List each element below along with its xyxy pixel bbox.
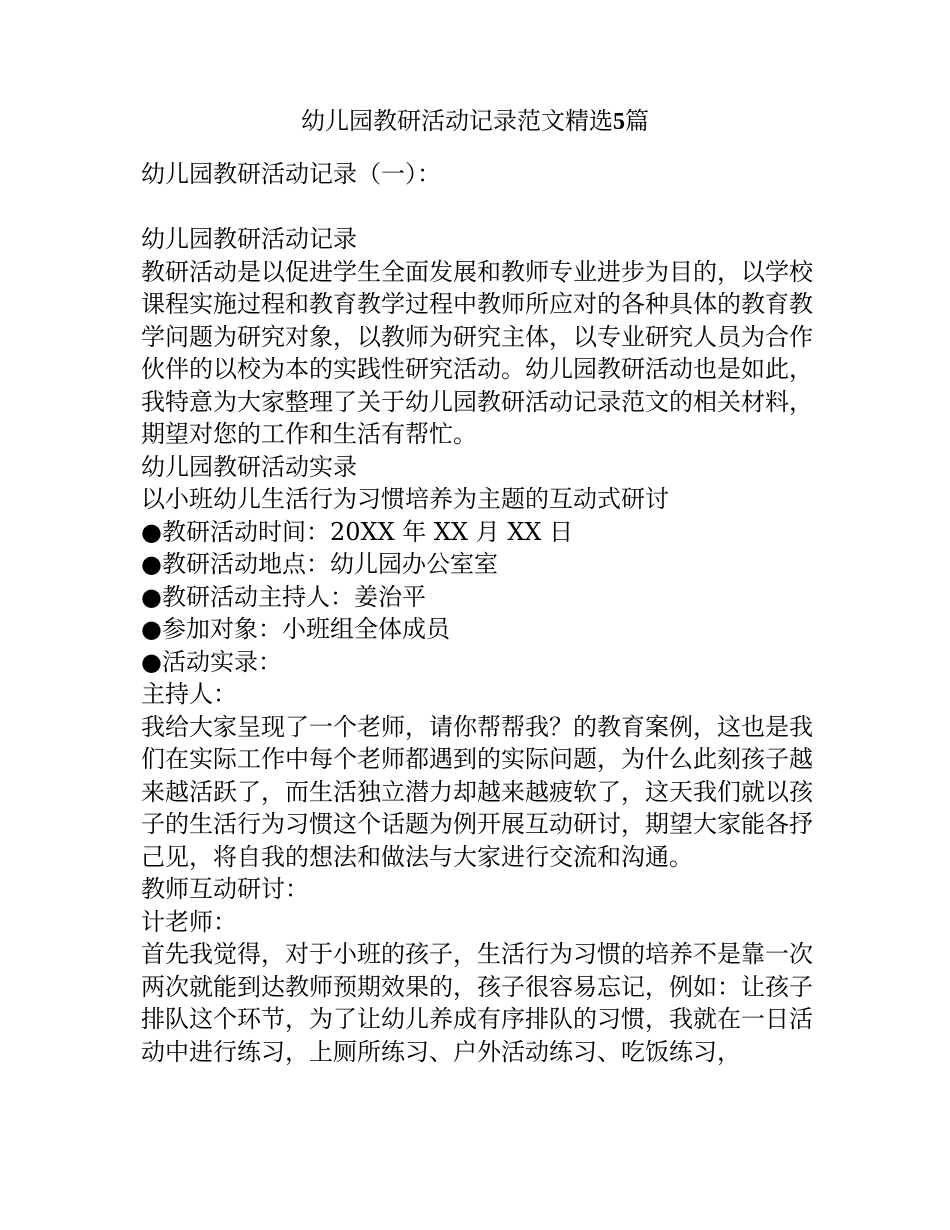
section-heading: 幼儿园教研活动记录（一）： [141,160,441,188]
title-number: 5 [613,109,625,135]
bullet-record: ●活动实录： [141,647,282,676]
document-title [0,105,950,138]
teacher-paragraph: 首先我觉得，对于小班的孩子，生活行为习惯的培养不是靠一次两次就能到达教师预期效果的，孩子很容易忘记，例如：让孩子排队这个环节，为了让幼儿养成有序排队的习惯，我就在一日活动中进行练习，上厕所练习、户外活动练习、吃饭练习， [141,940,813,1066]
intro-paragraph: 教研活动是以促进学生全面发展和教师专业进步为目的，以学校课程实施过程和教育教学过程中教师所应对的各种具体的教育教学问题为研究对象，以教师为研究主体，以专业研究人员为合作伙伴的以校为本的实践性研究活动。幼儿园教研活动也是如此，我特意为大家整理了关于幼儿园教研活动记录范文的相关材料，期望对您的工作和生活有帮忙。 [141,257,813,448]
blank-line [141,191,813,224]
bullet-time: ●教研活动时间：20XX 年 XX 月 XX 日 [141,517,574,546]
bullet-host: ●教研活动主持人：姜治平 [141,582,426,611]
subheading: 幼儿园教研活动记录 [141,225,357,253]
theme-line: 以小班幼儿生活行为习惯培养为主题的互动式研讨 [141,485,669,513]
discussion-label: 教师互动研讨： [141,875,309,903]
bullet-location: ●教研活动地点：幼儿园办公室室 [141,550,498,578]
document-body [141,158,813,1068]
host-label: 主持人： [141,680,237,708]
title-text: 幼儿园教研活动记录范文精选 [301,107,613,135]
teacher-label: 计老师： [141,907,237,936]
host-paragraph: 我给大家呈现了一个老师，请你帮帮我？的教育案例，这也是我们在实际工作中每个老师都遇到的实际问题，为什么此刻孩子越来越活跃了，而生活独立潜力却越来越疲软了，这天我们就以孩子的生活行为习惯这个话题为例开展互动研讨，期望大家能各抒己见，将自我的想法和做法与大家进行交流和沟通。 [141,712,813,871]
title-suffix: 篇 [625,107,649,135]
bullet-participants: ●参加对象：小班组全体成员 [141,615,450,643]
record-title: 幼儿园教研活动实录 [141,452,357,481]
